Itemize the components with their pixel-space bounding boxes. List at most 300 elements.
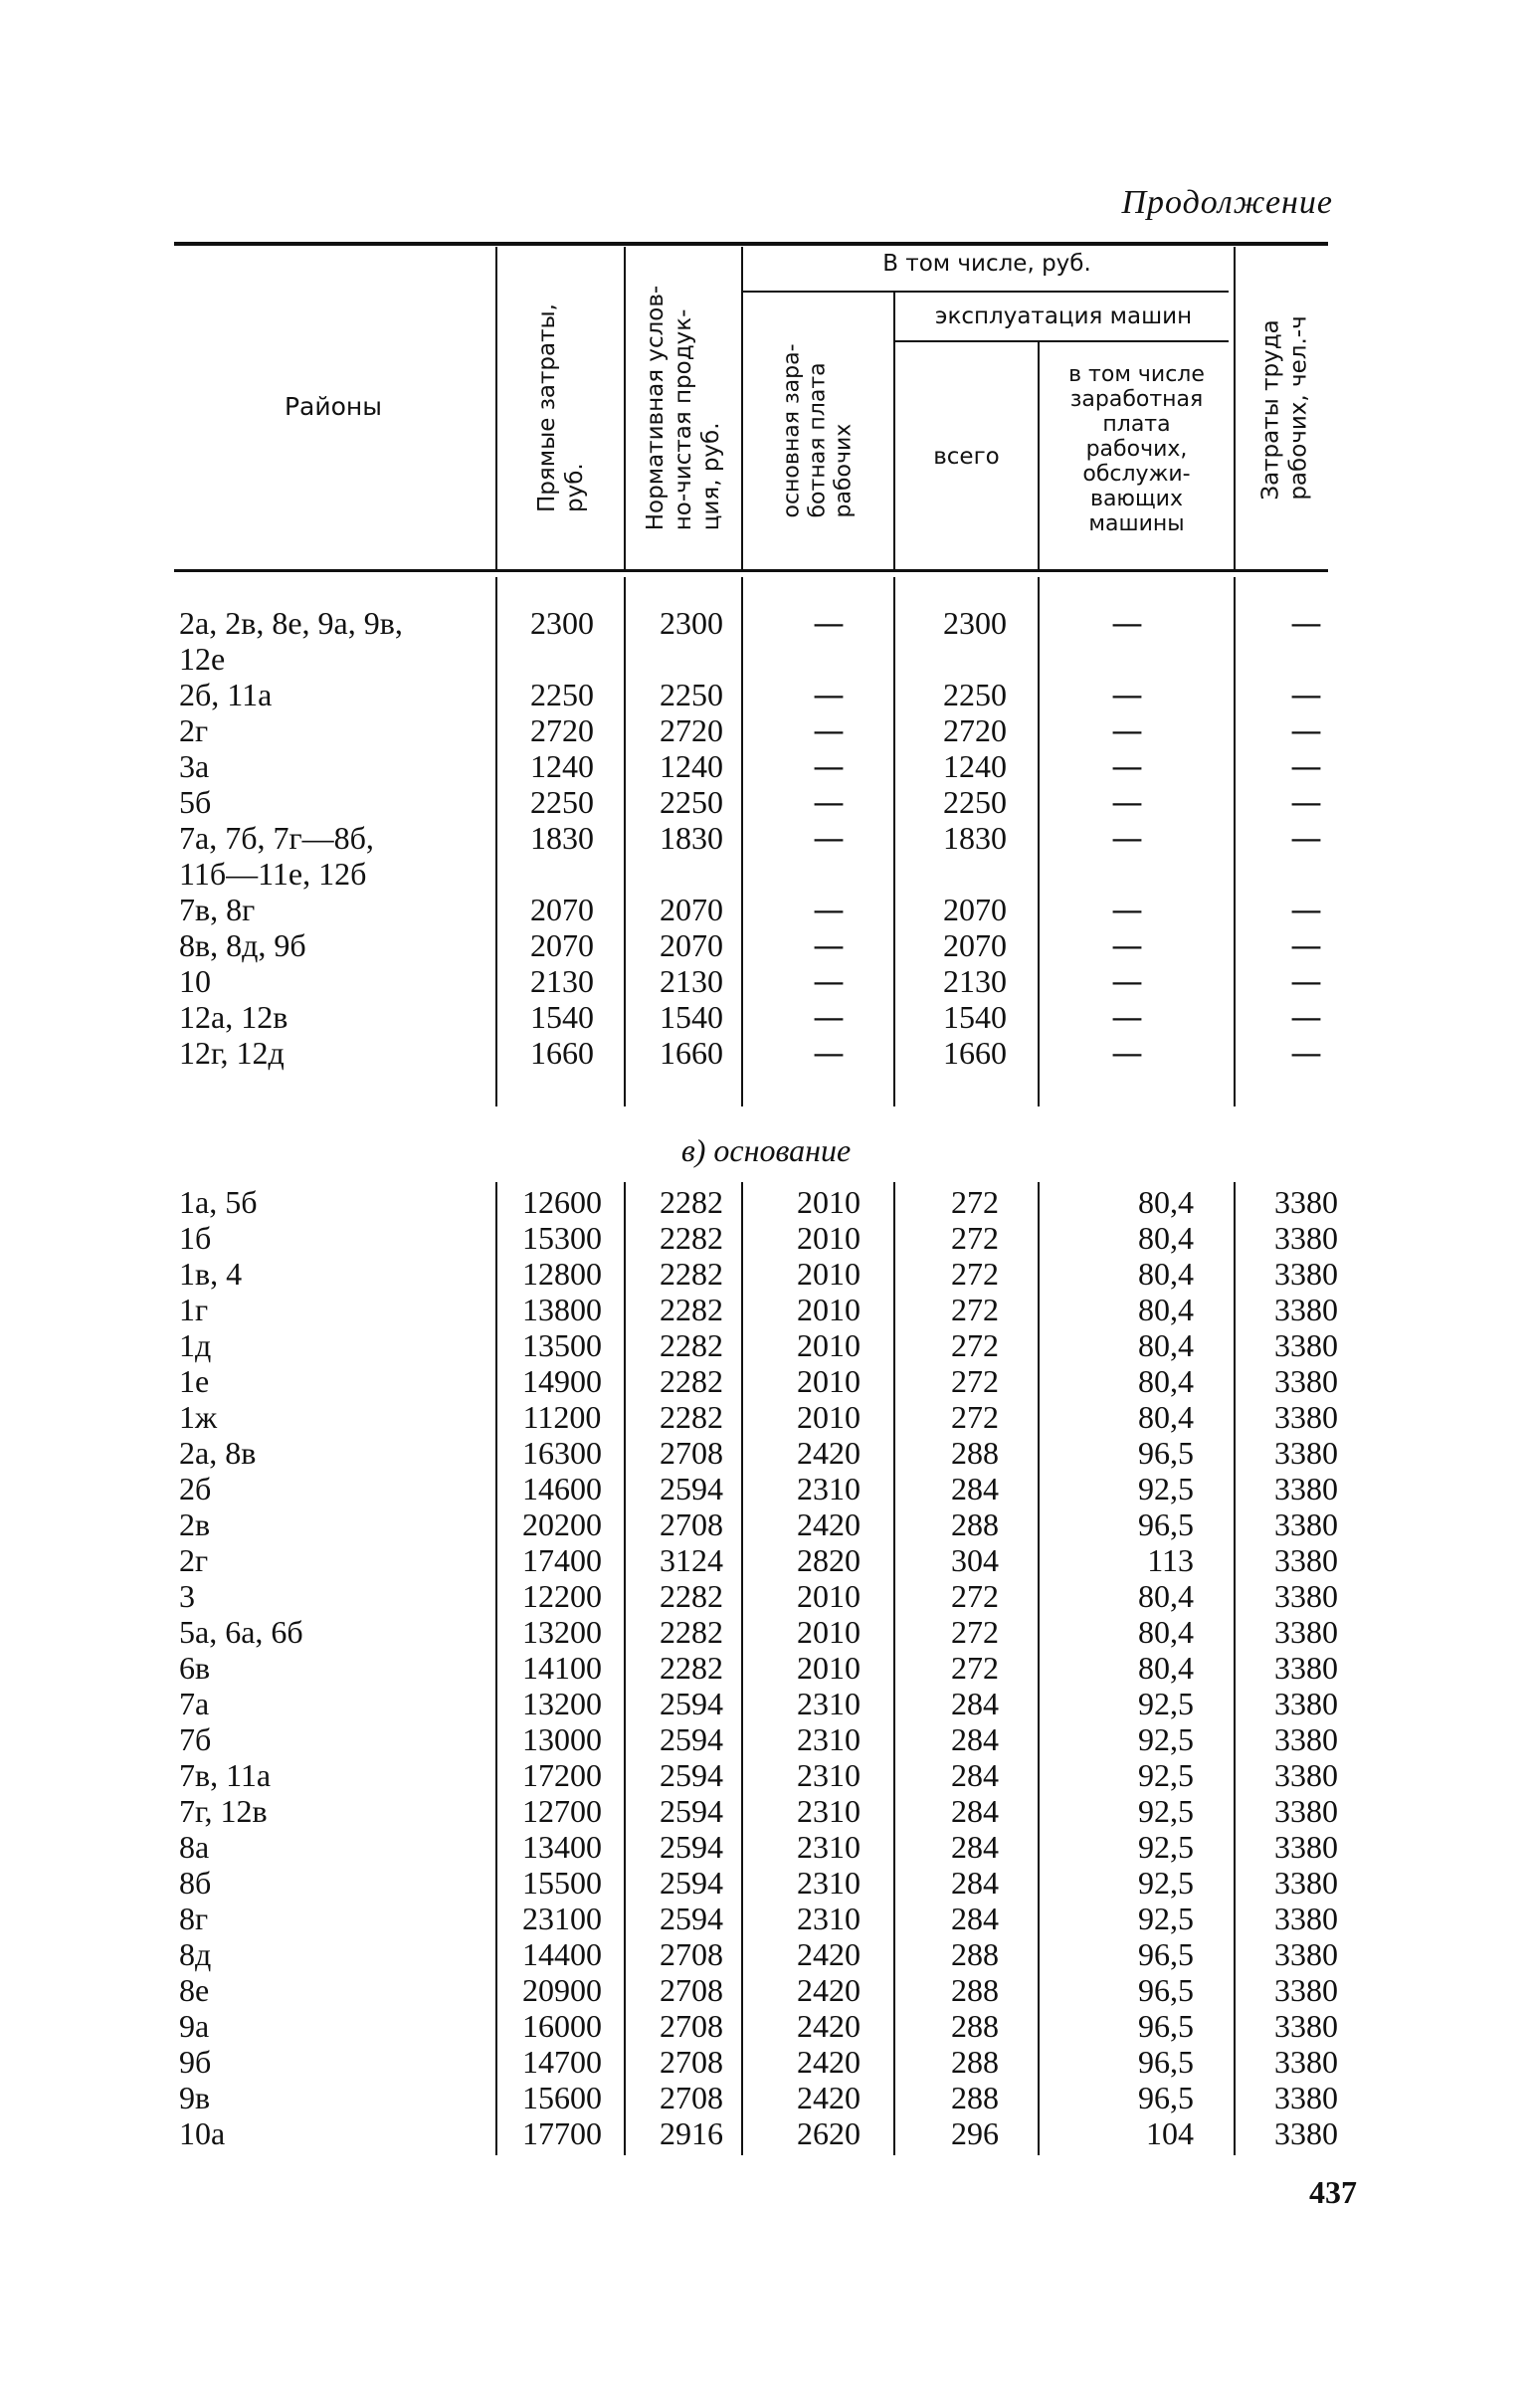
- machine-total-cell: 288: [951, 1936, 999, 1972]
- region-cell: 10а: [179, 2115, 226, 2151]
- machine-wage-cell: 92,5: [1138, 1757, 1194, 1793]
- header-bottom-rule: [174, 569, 1328, 572]
- direct-costs-cell: 13500: [522, 1327, 602, 1363]
- base-wage-cell: 2420: [797, 2080, 861, 2115]
- machine-wage-cell: 80,4: [1138, 1327, 1194, 1363]
- machine-total-cell: 2720: [943, 712, 1007, 748]
- header-normative-output-cell: [626, 249, 741, 567]
- direct-costs-cell: 13800: [522, 1292, 602, 1327]
- region-cell: 1д: [179, 1327, 212, 1363]
- normative-output-cell: 2720: [660, 712, 723, 748]
- region-cell: 2б, 11а: [179, 677, 273, 712]
- machine-wage-cell: —: [1111, 962, 1143, 1000]
- region-cell: 6в: [179, 1650, 211, 1686]
- table-row: [0, 2044, 1533, 2080]
- base-wage-cell: 2310: [797, 1793, 861, 1829]
- direct-costs-cell: 13200: [522, 1614, 602, 1650]
- labor-cell: —: [1290, 998, 1322, 1036]
- normative-output-cell: 1240: [660, 748, 723, 784]
- machine-total-cell: 2250: [943, 677, 1007, 712]
- region-cell: 7г, 12в: [179, 1793, 268, 1829]
- labor-cell: 3380: [1274, 1578, 1338, 1614]
- machine-total-cell: 284: [951, 1829, 999, 1865]
- machine-total-cell: 288: [951, 1506, 999, 1542]
- base-wage-cell: 2010: [797, 1256, 861, 1292]
- machine-total-cell: 272: [951, 1650, 999, 1686]
- table-row: [0, 1035, 1533, 1071]
- machine-wage-cell: 92,5: [1138, 1901, 1194, 1936]
- base-wage-cell: 2420: [797, 1506, 861, 1542]
- direct-costs-cell: 2720: [530, 712, 594, 748]
- machine-total-cell: 288: [951, 1435, 999, 1471]
- region-cell: 5а, 6а, 6б: [179, 1614, 303, 1650]
- labor-cell: 3380: [1274, 1506, 1338, 1542]
- region-cell: 1а, 5б: [179, 1184, 258, 1220]
- machine-wage-cell: —: [1111, 891, 1143, 928]
- machine-wage-cell: 96,5: [1138, 1435, 1194, 1471]
- direct-costs-cell: 12700: [522, 1793, 602, 1829]
- machine-wage-cell: 96,5: [1138, 1972, 1194, 2008]
- base-wage-cell: 2420: [797, 1936, 861, 1972]
- base-wage-cell: —: [813, 891, 845, 928]
- normative-output-cell: 2708: [660, 1435, 723, 1471]
- direct-costs-cell: 17400: [522, 1542, 602, 1578]
- region-cell: 8в, 8д, 9б: [179, 927, 306, 963]
- labor-cell: 3380: [1274, 1327, 1338, 1363]
- normative-output-cell: 2916: [660, 2115, 723, 2151]
- header-machine-operation: эксплуатация машин: [934, 303, 1193, 329]
- machine-wage-cell: —: [1111, 819, 1143, 857]
- table-row: [0, 1578, 1533, 1614]
- labor-cell: —: [1290, 783, 1322, 821]
- labor-cell: —: [1290, 676, 1322, 713]
- region-cell: 8е: [179, 1972, 210, 2008]
- region-cell: 10: [179, 963, 211, 999]
- direct-costs-cell: 12200: [522, 1578, 602, 1614]
- labor-cell: —: [1290, 604, 1322, 642]
- machine-total-cell: 296: [951, 2115, 999, 2151]
- direct-costs-cell: 11200: [522, 1399, 602, 1435]
- machine-wage-cell: 92,5: [1138, 1686, 1194, 1721]
- table-row: [0, 1184, 1533, 1220]
- region-cell: 3а: [179, 748, 210, 784]
- base-wage-cell: 2310: [797, 1757, 861, 1793]
- direct-costs-cell: 2070: [530, 927, 594, 963]
- normative-output-cell: 2708: [660, 2044, 723, 2080]
- base-wage-cell: —: [813, 926, 845, 964]
- labor-cell: 3380: [1274, 2080, 1338, 2115]
- machine-total-cell: 272: [951, 1363, 999, 1399]
- table-row: [0, 1327, 1533, 1363]
- machine-wage-cell: —: [1111, 747, 1143, 785]
- machine-total-cell: 304: [951, 1542, 999, 1578]
- direct-costs-cell: 12800: [522, 1256, 602, 1292]
- labor-cell: 3380: [1274, 1363, 1338, 1399]
- base-wage-cell: 2310: [797, 1686, 861, 1721]
- machine-total-cell: 272: [951, 1327, 999, 1363]
- table-row: [0, 1829, 1533, 1865]
- page-number: 437: [1309, 2174, 1357, 2210]
- labor-cell: 3380: [1274, 1865, 1338, 1901]
- machine-total-cell: 272: [951, 1399, 999, 1435]
- region-cell-continued: 12е: [179, 641, 226, 677]
- labor-cell: 3380: [1274, 1686, 1338, 1721]
- region-cell: 7б: [179, 1721, 212, 1757]
- machine-wage-cell: —: [1111, 926, 1143, 964]
- machine-wage-cell: —: [1111, 998, 1143, 1036]
- labor-cell: 3380: [1274, 1793, 1338, 1829]
- labor-cell: 3380: [1274, 1650, 1338, 1686]
- table-row: [0, 1256, 1533, 1292]
- normative-output-cell: 2594: [660, 1757, 723, 1793]
- table-row: [0, 1865, 1533, 1901]
- normative-output-cell: 2250: [660, 677, 723, 712]
- base-wage-cell: —: [813, 747, 845, 785]
- header-labor: Затраты труда рабочих, чел.-ч: [1258, 315, 1313, 501]
- normative-output-cell: 1660: [660, 1035, 723, 1071]
- labor-cell: 3380: [1274, 1972, 1338, 2008]
- direct-costs-cell: 15600: [522, 2080, 602, 2115]
- direct-costs-cell: 1660: [530, 1035, 594, 1071]
- machine-wage-cell: —: [1111, 711, 1143, 749]
- machine-total-cell: 272: [951, 1220, 999, 1256]
- machine-total-cell: 2070: [943, 927, 1007, 963]
- direct-costs-cell: 14600: [522, 1471, 602, 1506]
- including-rule: [741, 291, 1229, 293]
- direct-costs-cell: 1830: [530, 820, 594, 856]
- normative-output-cell: 3124: [660, 1542, 723, 1578]
- region-cell: 8г: [179, 1901, 209, 1936]
- labor-cell: 3380: [1274, 1471, 1338, 1506]
- labor-cell: 3380: [1274, 1901, 1338, 1936]
- machine-total-cell: 284: [951, 1901, 999, 1936]
- region-cell: 3: [179, 1578, 195, 1614]
- normative-output-cell: 2282: [660, 1363, 723, 1399]
- normative-output-cell: 2708: [660, 1972, 723, 2008]
- machine-wage-cell: 80,4: [1138, 1399, 1194, 1435]
- header-regions: Районы: [284, 392, 383, 421]
- base-wage-cell: 2420: [797, 2044, 861, 2080]
- region-cell: 1г: [179, 1292, 209, 1327]
- machine-wage-cell: 96,5: [1138, 1506, 1194, 1542]
- machine-wage-cell: 113: [1147, 1542, 1194, 1578]
- base-wage-cell: 2420: [797, 2008, 861, 2044]
- machine-total-cell: 284: [951, 1721, 999, 1757]
- normative-output-cell: 2070: [660, 892, 723, 927]
- table-row: [0, 605, 1533, 641]
- table-row: [0, 1399, 1533, 1435]
- region-cell: 8а: [179, 1829, 210, 1865]
- normative-output-cell: 2708: [660, 2080, 723, 2115]
- base-wage-cell: 2010: [797, 1650, 861, 1686]
- machine-wage-cell: 96,5: [1138, 2080, 1194, 2115]
- normative-output-cell: 2282: [660, 1184, 723, 1220]
- table-row: [0, 1363, 1533, 1399]
- normative-output-cell: 2282: [660, 1292, 723, 1327]
- machine-wage-cell: 96,5: [1138, 2044, 1194, 2080]
- direct-costs-cell: 14100: [522, 1650, 602, 1686]
- labor-cell: —: [1290, 711, 1322, 749]
- region-cell: 7в, 11а: [179, 1757, 272, 1793]
- machine-total-cell: 284: [951, 1865, 999, 1901]
- machine-total-cell: 1660: [943, 1035, 1007, 1071]
- base-wage-cell: 2310: [797, 1471, 861, 1506]
- header-base-wage-cell: [743, 295, 893, 567]
- machine-total-cell: 272: [951, 1614, 999, 1650]
- base-wage-cell: 2310: [797, 1721, 861, 1757]
- region-cell: 7а: [179, 1686, 210, 1721]
- machine-wage-cell: 80,4: [1138, 1256, 1194, 1292]
- table-row: [0, 1292, 1533, 1327]
- labor-cell: 3380: [1274, 1542, 1338, 1578]
- direct-costs-cell: 13400: [522, 1829, 602, 1865]
- base-wage-cell: 2420: [797, 1435, 861, 1471]
- normative-output-cell: 2594: [660, 1793, 723, 1829]
- region-cell: 2г: [179, 1542, 209, 1578]
- machine-total-cell: 2130: [943, 963, 1007, 999]
- region-cell: 5б: [179, 784, 212, 820]
- machine-wage-cell: 80,4: [1138, 1650, 1194, 1686]
- labor-cell: 3380: [1274, 1614, 1338, 1650]
- table-row: [0, 1686, 1533, 1721]
- region-cell: 2а, 2в, 8е, 9а, 9в,: [179, 605, 403, 641]
- machine-wage-cell: —: [1111, 783, 1143, 821]
- normative-output-cell: 1830: [660, 820, 723, 856]
- normative-output-cell: 2594: [660, 1721, 723, 1757]
- region-cell: 2г: [179, 712, 209, 748]
- base-wage-cell: —: [813, 711, 845, 749]
- base-wage-cell: 2010: [797, 1292, 861, 1327]
- region-cell: 2в: [179, 1506, 211, 1542]
- direct-costs-cell: 16300: [522, 1435, 602, 1471]
- table-row: [0, 1471, 1533, 1506]
- table-row: [0, 712, 1533, 748]
- labor-cell: 3380: [1274, 1721, 1338, 1757]
- table-row: [0, 1901, 1533, 1936]
- labor-cell: 3380: [1274, 1292, 1338, 1327]
- labor-cell: —: [1290, 747, 1322, 785]
- labor-cell: 3380: [1274, 2115, 1338, 2151]
- labor-cell: —: [1290, 891, 1322, 928]
- labor-cell: —: [1290, 819, 1322, 857]
- normative-output-cell: 2282: [660, 1327, 723, 1363]
- table-row: [0, 1793, 1533, 1829]
- base-wage-cell: 2620: [797, 2115, 861, 2151]
- region-cell: 7в, 8г: [179, 892, 256, 927]
- labor-cell: 3380: [1274, 1435, 1338, 1471]
- header-direct-costs-cell: [497, 249, 624, 567]
- region-cell-continued: 11б—11е, 12б: [179, 856, 367, 892]
- base-wage-cell: —: [813, 819, 845, 857]
- header-direct-costs: Прямые затраты, руб.: [533, 303, 588, 512]
- direct-costs-cell: 2130: [530, 963, 594, 999]
- base-wage-cell: 2310: [797, 1829, 861, 1865]
- base-wage-cell: —: [813, 962, 845, 1000]
- base-wage-cell: 2010: [797, 1578, 861, 1614]
- region-cell: 2б: [179, 1471, 212, 1506]
- machine-total-cell: 284: [951, 1793, 999, 1829]
- direct-costs-cell: 14700: [522, 2044, 602, 2080]
- table-row: [0, 963, 1533, 999]
- region-cell: 12г, 12д: [179, 1035, 285, 1071]
- machine-total-cell: 1540: [943, 999, 1007, 1035]
- direct-costs-cell: 14400: [522, 1936, 602, 1972]
- direct-costs-cell: 16000: [522, 2008, 602, 2044]
- machine-wage-cell: —: [1111, 604, 1143, 642]
- table-row: [0, 1972, 1533, 2008]
- region-cell: 9б: [179, 2044, 212, 2080]
- table-row: [0, 2115, 1533, 2151]
- labor-cell: 3380: [1274, 1399, 1338, 1435]
- normative-output-cell: 2282: [660, 1220, 723, 1256]
- header-incl-wage: в том числе заработная плата рабочих, обслужи- вающих машины: [1068, 362, 1205, 536]
- table-row: [0, 784, 1533, 820]
- base-wage-cell: 2010: [797, 1363, 861, 1399]
- direct-costs-cell: 17700: [522, 2115, 602, 2151]
- base-wage-cell: 2420: [797, 1972, 861, 2008]
- base-wage-cell: —: [813, 1034, 845, 1072]
- region-cell: 9в: [179, 2080, 211, 2115]
- machine-wage-cell: 96,5: [1138, 2008, 1194, 2044]
- region-cell: 8б: [179, 1865, 212, 1901]
- table-row: [0, 1220, 1533, 1256]
- labor-cell: 3380: [1274, 2008, 1338, 2044]
- machine-total-cell: 272: [951, 1256, 999, 1292]
- table-row: [0, 677, 1533, 712]
- top-rule: [174, 242, 1328, 246]
- region-cell: 9а: [179, 2008, 210, 2044]
- machine-total-cell: 2300: [943, 605, 1007, 641]
- table-row: [0, 927, 1533, 963]
- direct-costs-cell: 14900: [522, 1363, 602, 1399]
- normative-output-cell: 2282: [660, 1399, 723, 1435]
- machine-total-cell: 1240: [943, 748, 1007, 784]
- header-normative-output: Нормативная услов- но-чистая продук- ция, руб.: [643, 285, 725, 531]
- direct-costs-cell: 2300: [530, 605, 594, 641]
- machine-wage-cell: 92,5: [1138, 1793, 1194, 1829]
- machine-wage-cell: 80,4: [1138, 1292, 1194, 1327]
- machine-wage-cell: 92,5: [1138, 1471, 1194, 1506]
- direct-costs-cell: 15500: [522, 1865, 602, 1901]
- direct-costs-cell: 2250: [530, 677, 594, 712]
- normative-output-cell: 2300: [660, 605, 723, 641]
- table-row: [0, 1506, 1533, 1542]
- table-row: [0, 1721, 1533, 1757]
- region-cell: 7а, 7б, 7г—8б,: [179, 820, 374, 856]
- table-row: [0, 748, 1533, 784]
- direct-costs-cell: 15300: [522, 1220, 602, 1256]
- machine-total-cell: 1830: [943, 820, 1007, 856]
- machine-total-cell: 2070: [943, 892, 1007, 927]
- normative-output-cell: 2070: [660, 927, 723, 963]
- direct-costs-cell: 13200: [522, 1686, 602, 1721]
- base-wage-cell: 2010: [797, 1220, 861, 1256]
- normative-output-cell: 2594: [660, 1829, 723, 1865]
- machine-rule: [893, 340, 1229, 342]
- machine-wage-cell: 80,4: [1138, 1614, 1194, 1650]
- machine-total-cell: 284: [951, 1471, 999, 1506]
- machine-total-cell: 288: [951, 2008, 999, 2044]
- machine-wage-cell: 92,5: [1138, 1829, 1194, 1865]
- header-labor-cell: [1236, 249, 1335, 567]
- base-wage-cell: 2310: [797, 1865, 861, 1901]
- machine-wage-cell: —: [1111, 676, 1143, 713]
- labor-cell: 3380: [1274, 2044, 1338, 2080]
- direct-costs-cell: 20900: [522, 1972, 602, 2008]
- direct-costs-cell: 20200: [522, 1506, 602, 1542]
- base-wage-cell: 2010: [797, 1184, 861, 1220]
- region-cell: 2а, 8в: [179, 1435, 257, 1471]
- normative-output-cell: 2708: [660, 1506, 723, 1542]
- machine-total-cell: 2250: [943, 784, 1007, 820]
- normative-output-cell: 2594: [660, 1901, 723, 1936]
- direct-costs-cell: 17200: [522, 1757, 602, 1793]
- labor-cell: 3380: [1274, 1829, 1338, 1865]
- machine-wage-cell: 80,4: [1138, 1578, 1194, 1614]
- machine-wage-cell: 80,4: [1138, 1220, 1194, 1256]
- region-cell: 1б: [179, 1220, 212, 1256]
- direct-costs-cell: 2250: [530, 784, 594, 820]
- normative-output-cell: 2130: [660, 963, 723, 999]
- machine-total-cell: 288: [951, 2080, 999, 2115]
- normative-output-cell: 2282: [660, 1650, 723, 1686]
- normative-output-cell: 2594: [660, 1471, 723, 1506]
- normative-output-cell: 2708: [660, 2008, 723, 2044]
- labor-cell: 3380: [1274, 1184, 1338, 1220]
- direct-costs-cell: 23100: [522, 1901, 602, 1936]
- table-row: [0, 1435, 1533, 1471]
- normative-output-cell: 2282: [660, 1614, 723, 1650]
- normative-output-cell: 2250: [660, 784, 723, 820]
- section-b-title: в) основание: [680, 1132, 852, 1168]
- normative-output-cell: 2282: [660, 1578, 723, 1614]
- normative-output-cell: 2594: [660, 1865, 723, 1901]
- labor-cell: —: [1290, 926, 1322, 964]
- table-row: [0, 892, 1533, 927]
- table-row: [0, 1614, 1533, 1650]
- base-wage-cell: 2820: [797, 1542, 861, 1578]
- base-wage-cell: —: [813, 604, 845, 642]
- labor-cell: 3380: [1274, 1936, 1338, 1972]
- direct-costs-cell: 1540: [530, 999, 594, 1035]
- base-wage-cell: 2010: [797, 1614, 861, 1650]
- table-row: [0, 1542, 1533, 1578]
- direct-costs-cell: 13000: [522, 1721, 602, 1757]
- direct-costs-cell: 12600: [522, 1184, 602, 1220]
- machine-wage-cell: 92,5: [1138, 1721, 1194, 1757]
- table-row: [0, 1936, 1533, 1972]
- region-cell: 1в, 4: [179, 1256, 243, 1292]
- machine-wage-cell: 80,4: [1138, 1184, 1194, 1220]
- machine-wage-cell: 92,5: [1138, 1865, 1194, 1901]
- base-wage-cell: 2310: [797, 1901, 861, 1936]
- normative-output-cell: 1540: [660, 999, 723, 1035]
- base-wage-cell: 2010: [797, 1327, 861, 1363]
- direct-costs-cell: 1240: [530, 748, 594, 784]
- base-wage-cell: 2010: [797, 1399, 861, 1435]
- labor-cell: —: [1290, 1034, 1322, 1072]
- table-row: [0, 1650, 1533, 1686]
- header-total: всего: [933, 444, 1000, 470]
- machine-total-cell: 284: [951, 1757, 999, 1793]
- normative-output-cell: 2708: [660, 1936, 723, 1972]
- region-cell: 1е: [179, 1363, 210, 1399]
- direct-costs-cell: 2070: [530, 892, 594, 927]
- machine-wage-cell: 80,4: [1138, 1363, 1194, 1399]
- base-wage-cell: —: [813, 998, 845, 1036]
- labor-cell: —: [1290, 962, 1322, 1000]
- table-row: [0, 1757, 1533, 1793]
